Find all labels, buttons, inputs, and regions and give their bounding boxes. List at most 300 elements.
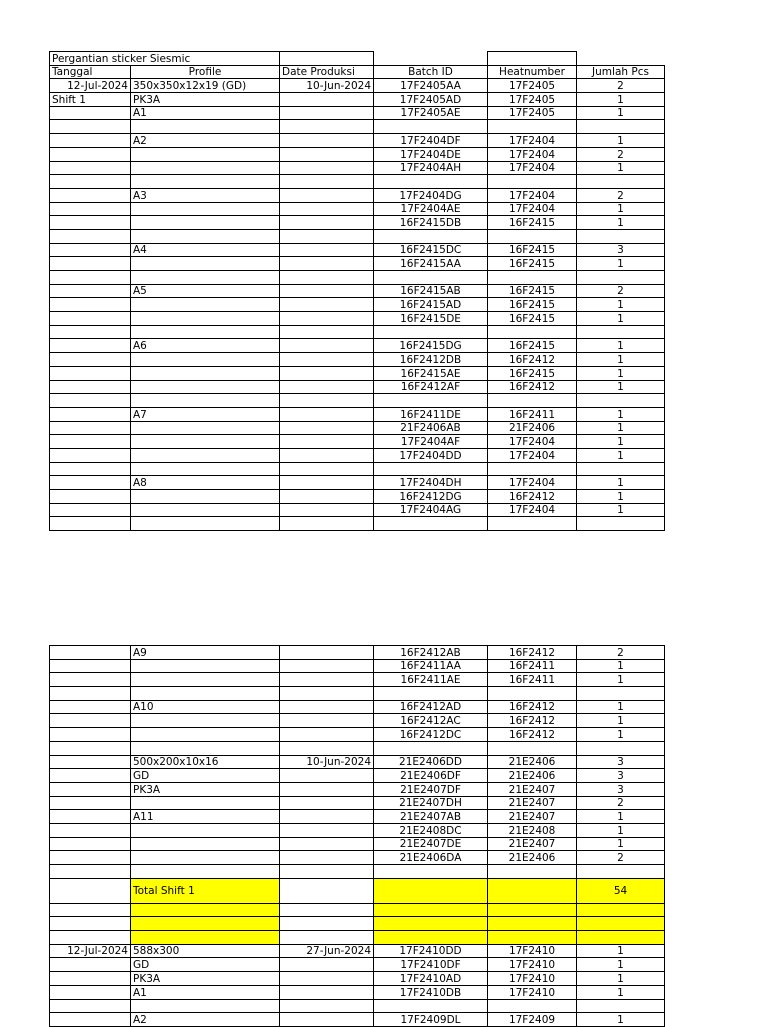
batch-id-cell[interactable] xyxy=(374,865,488,879)
jumlah-pcs-cell[interactable]: 1 xyxy=(577,448,665,462)
tanggal-cell[interactable] xyxy=(50,175,131,189)
date-produksi-cell[interactable] xyxy=(280,700,374,714)
heatnumber-cell[interactable]: 16F2412 xyxy=(488,380,577,394)
heatnumber-cell[interactable]: 16F2411 xyxy=(488,407,577,421)
tanggal-cell[interactable] xyxy=(50,202,131,216)
batch-id-cell[interactable]: 17F2410AD xyxy=(374,972,488,986)
header-jumlah-pcs[interactable]: Jumlah Pcs xyxy=(577,65,665,79)
cell[interactable] xyxy=(280,931,374,945)
jumlah-pcs-cell[interactable]: 1 xyxy=(577,659,665,673)
profile-cell[interactable] xyxy=(131,503,280,517)
batch-id-cell[interactable] xyxy=(374,394,488,408)
profile-cell[interactable]: A8 xyxy=(131,476,280,490)
jumlah-pcs-cell[interactable]: 1 xyxy=(577,972,665,986)
jumlah-pcs-cell[interactable]: 1 xyxy=(577,366,665,380)
batch-id-cell[interactable]: 17F2404DG xyxy=(374,188,488,202)
jumlah-pcs-cell[interactable]: 2 xyxy=(577,147,665,161)
jumlah-pcs-cell[interactable]: 1 xyxy=(577,339,665,353)
batch-id-cell[interactable]: 16F2415DE xyxy=(374,312,488,326)
jumlah-pcs-cell[interactable]: 1 xyxy=(577,823,665,837)
jumlah-pcs-cell[interactable]: 2 xyxy=(577,188,665,202)
tanggal-cell[interactable] xyxy=(50,755,131,769)
date-produksi-cell[interactable] xyxy=(280,339,374,353)
heatnumber-cell[interactable] xyxy=(488,175,577,189)
tanggal-cell[interactable] xyxy=(50,407,131,421)
jumlah-pcs-cell[interactable]: 1 xyxy=(577,944,665,958)
profile-cell[interactable] xyxy=(131,380,280,394)
tanggal-cell[interactable] xyxy=(50,490,131,504)
heatnumber-cell[interactable]: 16F2411 xyxy=(488,673,577,687)
heatnumber-cell[interactable] xyxy=(488,394,577,408)
heatnumber-cell[interactable]: 17F2404 xyxy=(488,134,577,148)
jumlah-pcs-cell[interactable]: 2 xyxy=(577,284,665,298)
date-produksi-cell[interactable] xyxy=(280,448,374,462)
tanggal-cell[interactable] xyxy=(50,741,131,755)
tanggal-cell[interactable] xyxy=(50,728,131,742)
tanggal-cell[interactable] xyxy=(50,782,131,796)
tanggal-cell[interactable] xyxy=(50,476,131,490)
jumlah-pcs-cell[interactable] xyxy=(577,175,665,189)
profile-cell[interactable] xyxy=(131,837,280,851)
batch-id-cell[interactable]: 17F2410DD xyxy=(374,944,488,958)
date-produksi-cell[interactable] xyxy=(280,972,374,986)
batch-id-cell[interactable]: 16F2412DG xyxy=(374,490,488,504)
heatnumber-cell[interactable]: 16F2415 xyxy=(488,312,577,326)
jumlah-pcs-cell[interactable] xyxy=(577,999,665,1013)
jumlah-pcs-cell[interactable] xyxy=(577,687,665,701)
tanggal-cell[interactable] xyxy=(50,503,131,517)
profile-cell[interactable] xyxy=(131,175,280,189)
heatnumber-cell[interactable]: 17F2405 xyxy=(488,106,577,120)
header-tanggal[interactable]: Tanggal xyxy=(50,65,131,79)
tanggal-cell[interactable] xyxy=(50,339,131,353)
profile-cell[interactable]: A5 xyxy=(131,284,280,298)
tanggal-cell[interactable] xyxy=(50,673,131,687)
profile-cell[interactable]: A2 xyxy=(131,134,280,148)
date-produksi-cell[interactable] xyxy=(280,985,374,999)
date-produksi-cell[interactable] xyxy=(280,284,374,298)
tanggal-cell[interactable] xyxy=(50,312,131,326)
profile-cell[interactable] xyxy=(131,435,280,449)
jumlah-pcs-cell[interactable]: 1 xyxy=(577,728,665,742)
jumlah-pcs-cell[interactable] xyxy=(577,394,665,408)
date-produksi-cell[interactable] xyxy=(280,810,374,824)
tanggal-cell[interactable] xyxy=(50,687,131,701)
date-produksi-cell[interactable] xyxy=(280,120,374,134)
date-produksi-cell[interactable] xyxy=(280,796,374,810)
date-produksi-cell[interactable] xyxy=(280,659,374,673)
heatnumber-cell[interactable]: 21E2406 xyxy=(488,851,577,865)
total-label[interactable]: Total Shift 1 xyxy=(131,878,280,903)
tanggal-cell[interactable] xyxy=(50,659,131,673)
header-batch-id[interactable]: Batch ID xyxy=(374,65,488,79)
date-produksi-cell[interactable] xyxy=(280,312,374,326)
tanggal-cell[interactable] xyxy=(50,958,131,972)
profile-cell[interactable] xyxy=(131,999,280,1013)
profile-cell[interactable] xyxy=(131,366,280,380)
jumlah-pcs-cell[interactable]: 1 xyxy=(577,93,665,107)
heatnumber-cell[interactable] xyxy=(488,325,577,339)
heatnumber-cell[interactable]: 17F2405 xyxy=(488,79,577,93)
profile-cell[interactable] xyxy=(131,741,280,755)
batch-id-cell[interactable] xyxy=(374,462,488,476)
date-produksi-cell[interactable] xyxy=(280,161,374,175)
jumlah-pcs-cell[interactable]: 1 xyxy=(577,257,665,271)
profile-cell[interactable] xyxy=(131,312,280,326)
cell[interactable] xyxy=(577,931,665,945)
profile-cell[interactable]: A4 xyxy=(131,243,280,257)
profile-cell[interactable] xyxy=(131,216,280,230)
batch-id-cell[interactable] xyxy=(374,175,488,189)
date-produksi-cell[interactable] xyxy=(280,257,374,271)
heatnumber-cell[interactable]: 16F2415 xyxy=(488,298,577,312)
batch-id-cell[interactable]: 16F2411DE xyxy=(374,407,488,421)
cell[interactable] xyxy=(577,917,665,931)
cell[interactable] xyxy=(374,878,488,903)
batch-id-cell[interactable]: 16F2412AC xyxy=(374,714,488,728)
batch-id-cell[interactable]: 16F2415AD xyxy=(374,298,488,312)
profile-cell[interactable]: A6 xyxy=(131,339,280,353)
profile-cell[interactable]: 588x300 xyxy=(131,944,280,958)
profile-cell[interactable]: A2 xyxy=(131,1013,280,1027)
profile-cell[interactable]: 500x200x10x16 xyxy=(131,755,280,769)
date-produksi-cell[interactable] xyxy=(280,394,374,408)
batch-id-cell[interactable]: 17F2410DB xyxy=(374,985,488,999)
profile-cell[interactable] xyxy=(131,161,280,175)
date-produksi-cell[interactable] xyxy=(280,1013,374,1027)
heatnumber-cell[interactable]: 17F2404 xyxy=(488,188,577,202)
date-produksi-cell[interactable] xyxy=(280,769,374,783)
batch-id-cell[interactable]: 17F2405AE xyxy=(374,106,488,120)
date-produksi-cell[interactable] xyxy=(280,714,374,728)
date-produksi-cell[interactable] xyxy=(280,837,374,851)
heatnumber-cell[interactable]: 16F2415 xyxy=(488,284,577,298)
jumlah-pcs-cell[interactable]: 1 xyxy=(577,312,665,326)
cell[interactable] xyxy=(280,903,374,917)
heatnumber-cell[interactable]: 17F2404 xyxy=(488,161,577,175)
heatnumber-cell[interactable]: 17F2409 xyxy=(488,1013,577,1027)
sheet-title[interactable]: Pergantian sticker Siesmic xyxy=(50,52,280,66)
heatnumber-cell[interactable]: 21E2408 xyxy=(488,823,577,837)
jumlah-pcs-cell[interactable]: 1 xyxy=(577,134,665,148)
profile-cell[interactable] xyxy=(131,353,280,367)
profile-cell[interactable] xyxy=(131,298,280,312)
date-produksi-cell[interactable] xyxy=(280,476,374,490)
jumlah-pcs-cell[interactable]: 1 xyxy=(577,298,665,312)
tanggal-cell[interactable] xyxy=(50,462,131,476)
jumlah-pcs-cell[interactable]: 1 xyxy=(577,837,665,851)
heatnumber-cell[interactable]: 16F2412 xyxy=(488,646,577,660)
batch-id-cell[interactable]: 17F2405AA xyxy=(374,79,488,93)
batch-id-cell[interactable]: 16F2415AE xyxy=(374,366,488,380)
date-produksi-cell[interactable] xyxy=(280,823,374,837)
jumlah-pcs-cell[interactable]: 1 xyxy=(577,161,665,175)
date-produksi-cell[interactable] xyxy=(280,229,374,243)
profile-cell[interactable]: A3 xyxy=(131,188,280,202)
batch-id-cell[interactable]: 17F2404AF xyxy=(374,435,488,449)
date-produksi-cell[interactable] xyxy=(280,106,374,120)
date-produksi-cell[interactable] xyxy=(280,366,374,380)
header-date-produksi[interactable]: Date Produksi xyxy=(280,65,374,79)
tanggal-cell[interactable] xyxy=(50,257,131,271)
profile-cell[interactable] xyxy=(131,229,280,243)
profile-cell[interactable] xyxy=(131,257,280,271)
heatnumber-cell[interactable]: 16F2412 xyxy=(488,700,577,714)
tanggal-cell[interactable] xyxy=(50,700,131,714)
heatnumber-cell[interactable]: 16F2415 xyxy=(488,216,577,230)
heatnumber-cell[interactable]: 21E2407 xyxy=(488,796,577,810)
tanggal-cell[interactable]: 12-Jul-2024 xyxy=(50,944,131,958)
heatnumber-cell[interactable]: 16F2415 xyxy=(488,257,577,271)
jumlah-pcs-cell[interactable]: 2 xyxy=(577,646,665,660)
batch-id-cell[interactable]: 21E2407DE xyxy=(374,837,488,851)
cell[interactable] xyxy=(374,903,488,917)
tanggal-cell[interactable] xyxy=(50,823,131,837)
batch-id-cell[interactable]: 17F2404AE xyxy=(374,202,488,216)
batch-id-cell[interactable] xyxy=(374,229,488,243)
heatnumber-cell[interactable]: 17F2405 xyxy=(488,93,577,107)
profile-cell[interactable] xyxy=(131,448,280,462)
jumlah-pcs-cell[interactable]: 1 xyxy=(577,985,665,999)
date-produksi-cell[interactable] xyxy=(280,93,374,107)
tanggal-cell[interactable] xyxy=(50,271,131,285)
date-produksi-cell[interactable] xyxy=(280,175,374,189)
cell[interactable] xyxy=(488,917,577,931)
jumlah-pcs-cell[interactable]: 1 xyxy=(577,476,665,490)
date-produksi-cell[interactable] xyxy=(280,646,374,660)
heatnumber-cell[interactable]: 17F2410 xyxy=(488,958,577,972)
heatnumber-cell[interactable]: 17F2404 xyxy=(488,435,577,449)
header-heatnumber[interactable]: Heatnumber xyxy=(488,65,577,79)
batch-id-cell[interactable] xyxy=(374,325,488,339)
cell[interactable] xyxy=(50,878,131,903)
tanggal-cell[interactable] xyxy=(50,284,131,298)
batch-id-cell[interactable] xyxy=(374,999,488,1013)
tanggal-cell[interactable] xyxy=(50,229,131,243)
profile-cell[interactable]: GD xyxy=(131,958,280,972)
batch-id-cell[interactable]: 21E2406DF xyxy=(374,769,488,783)
tanggal-cell[interactable] xyxy=(50,120,131,134)
cell[interactable] xyxy=(374,931,488,945)
profile-cell[interactable] xyxy=(131,851,280,865)
batch-id-cell[interactable] xyxy=(374,120,488,134)
batch-id-cell[interactable]: 16F2412DC xyxy=(374,728,488,742)
cell[interactable] xyxy=(280,917,374,931)
date-produksi-cell[interactable]: 27-Jun-2024 xyxy=(280,944,374,958)
jumlah-pcs-cell[interactable]: 1 xyxy=(577,810,665,824)
date-produksi-cell[interactable] xyxy=(280,407,374,421)
date-produksi-cell[interactable] xyxy=(280,851,374,865)
date-produksi-cell[interactable] xyxy=(280,134,374,148)
date-produksi-cell[interactable] xyxy=(280,958,374,972)
total-value[interactable]: 54 xyxy=(577,878,665,903)
jumlah-pcs-cell[interactable] xyxy=(577,517,665,531)
date-produksi-cell[interactable] xyxy=(280,298,374,312)
batch-id-cell[interactable]: 17F2404DD xyxy=(374,448,488,462)
date-produksi-cell[interactable] xyxy=(280,380,374,394)
profile-cell[interactable] xyxy=(131,462,280,476)
profile-cell[interactable]: 350x350x12x19 (GD) xyxy=(131,79,280,93)
cell[interactable] xyxy=(131,917,280,931)
jumlah-pcs-cell[interactable] xyxy=(577,229,665,243)
date-produksi-cell[interactable] xyxy=(280,147,374,161)
date-produksi-cell[interactable] xyxy=(280,865,374,879)
tanggal-cell[interactable] xyxy=(50,353,131,367)
date-produksi-cell[interactable] xyxy=(280,202,374,216)
heatnumber-cell[interactable]: 16F2415 xyxy=(488,366,577,380)
heatnumber-cell[interactable] xyxy=(488,865,577,879)
batch-id-cell[interactable]: 16F2411AE xyxy=(374,673,488,687)
heatnumber-cell[interactable]: 17F2404 xyxy=(488,476,577,490)
date-produksi-cell[interactable] xyxy=(280,325,374,339)
date-produksi-cell[interactable] xyxy=(280,728,374,742)
jumlah-pcs-cell[interactable]: 1 xyxy=(577,673,665,687)
jumlah-pcs-cell[interactable]: 1 xyxy=(577,106,665,120)
batch-id-cell[interactable] xyxy=(374,271,488,285)
tanggal-cell[interactable] xyxy=(50,769,131,783)
tanggal-cell[interactable] xyxy=(50,298,131,312)
tanggal-cell[interactable] xyxy=(50,810,131,824)
tanggal-cell[interactable] xyxy=(50,421,131,435)
cell[interactable] xyxy=(488,931,577,945)
batch-id-cell[interactable]: 16F2415DG xyxy=(374,339,488,353)
profile-cell[interactable]: PK3A xyxy=(131,782,280,796)
tanggal-cell[interactable] xyxy=(50,366,131,380)
date-produksi-cell[interactable] xyxy=(280,517,374,531)
heatnumber-cell[interactable] xyxy=(488,741,577,755)
batch-id-cell[interactable]: 16F2412AD xyxy=(374,700,488,714)
profile-cell[interactable] xyxy=(131,673,280,687)
batch-id-cell[interactable]: 17F2410DF xyxy=(374,958,488,972)
tanggal-cell[interactable] xyxy=(50,134,131,148)
profile-cell[interactable]: A1 xyxy=(131,985,280,999)
jumlah-pcs-cell[interactable]: 3 xyxy=(577,755,665,769)
jumlah-pcs-cell[interactable]: 3 xyxy=(577,243,665,257)
heatnumber-cell[interactable]: 21E2406 xyxy=(488,769,577,783)
profile-cell[interactable] xyxy=(131,325,280,339)
batch-id-cell[interactable]: 16F2412DB xyxy=(374,353,488,367)
cell[interactable] xyxy=(131,931,280,945)
batch-id-cell[interactable]: 16F2412AF xyxy=(374,380,488,394)
batch-id-cell[interactable]: 17F2404AG xyxy=(374,503,488,517)
heatnumber-cell[interactable] xyxy=(488,687,577,701)
heatnumber-cell[interactable] xyxy=(488,120,577,134)
heatnumber-cell[interactable]: 21E2407 xyxy=(488,782,577,796)
date-produksi-cell[interactable]: 10-Jun-2024 xyxy=(280,755,374,769)
jumlah-pcs-cell[interactable] xyxy=(577,865,665,879)
profile-cell[interactable]: PK3A xyxy=(131,93,280,107)
cell[interactable] xyxy=(488,52,577,66)
profile-cell[interactable]: A1 xyxy=(131,106,280,120)
jumlah-pcs-cell[interactable]: 1 xyxy=(577,380,665,394)
jumlah-pcs-cell[interactable] xyxy=(577,120,665,134)
batch-id-cell[interactable]: 21E2407AB xyxy=(374,810,488,824)
date-produksi-cell[interactable] xyxy=(280,353,374,367)
tanggal-cell[interactable] xyxy=(50,380,131,394)
heatnumber-cell[interactable]: 17F2404 xyxy=(488,503,577,517)
jumlah-pcs-cell[interactable]: 3 xyxy=(577,782,665,796)
cell[interactable] xyxy=(374,917,488,931)
tanggal-cell[interactable] xyxy=(50,517,131,531)
profile-cell[interactable] xyxy=(131,865,280,879)
tanggal-cell[interactable] xyxy=(50,999,131,1013)
tanggal-cell[interactable] xyxy=(50,243,131,257)
cell[interactable] xyxy=(50,903,131,917)
heatnumber-cell[interactable]: 17F2404 xyxy=(488,202,577,216)
date-produksi-cell[interactable] xyxy=(280,999,374,1013)
batch-id-cell[interactable] xyxy=(374,741,488,755)
jumlah-pcs-cell[interactable] xyxy=(577,462,665,476)
jumlah-pcs-cell[interactable]: 1 xyxy=(577,216,665,230)
jumlah-pcs-cell[interactable]: 1 xyxy=(577,353,665,367)
profile-cell[interactable]: A10 xyxy=(131,700,280,714)
date-produksi-cell[interactable] xyxy=(280,782,374,796)
jumlah-pcs-cell[interactable] xyxy=(577,741,665,755)
date-produksi-cell[interactable] xyxy=(280,490,374,504)
tanggal-cell[interactable] xyxy=(50,1013,131,1027)
cell[interactable] xyxy=(280,878,374,903)
cell[interactable] xyxy=(131,903,280,917)
cell[interactable] xyxy=(488,903,577,917)
batch-id-cell[interactable]: 16F2415DB xyxy=(374,216,488,230)
profile-cell[interactable] xyxy=(131,823,280,837)
profile-cell[interactable]: A9 xyxy=(131,646,280,660)
tanggal-cell[interactable]: 12-Jul-2024 xyxy=(50,79,131,93)
tanggal-cell[interactable] xyxy=(50,851,131,865)
batch-id-cell[interactable]: 16F2411AA xyxy=(374,659,488,673)
batch-id-cell[interactable]: 17F2405AD xyxy=(374,93,488,107)
profile-cell[interactable]: PK3A xyxy=(131,972,280,986)
batch-id-cell[interactable]: 21E2407DF xyxy=(374,782,488,796)
jumlah-pcs-cell[interactable]: 1 xyxy=(577,435,665,449)
batch-id-cell[interactable]: 21E2406DA xyxy=(374,851,488,865)
profile-cell[interactable]: A11 xyxy=(131,810,280,824)
profile-cell[interactable] xyxy=(131,796,280,810)
heatnumber-cell[interactable]: 21E2407 xyxy=(488,810,577,824)
batch-id-cell[interactable]: 16F2415AB xyxy=(374,284,488,298)
tanggal-cell[interactable] xyxy=(50,435,131,449)
heatnumber-cell[interactable]: 17F2404 xyxy=(488,448,577,462)
batch-id-cell[interactable]: 17F2404AH xyxy=(374,161,488,175)
tanggal-cell[interactable] xyxy=(50,448,131,462)
profile-cell[interactable]: GD xyxy=(131,769,280,783)
batch-id-cell[interactable]: 17F2404DE xyxy=(374,147,488,161)
cell[interactable] xyxy=(50,931,131,945)
tanggal-cell[interactable] xyxy=(50,796,131,810)
date-produksi-cell[interactable] xyxy=(280,216,374,230)
date-produksi-cell[interactable] xyxy=(280,462,374,476)
jumlah-pcs-cell[interactable] xyxy=(577,271,665,285)
profile-cell[interactable] xyxy=(131,202,280,216)
batch-id-cell[interactable]: 17F2409DL xyxy=(374,1013,488,1027)
profile-cell[interactable] xyxy=(131,687,280,701)
heatnumber-cell[interactable]: 21E2407 xyxy=(488,837,577,851)
batch-id-cell[interactable]: 17F2404DF xyxy=(374,134,488,148)
date-produksi-cell[interactable] xyxy=(280,188,374,202)
tanggal-cell[interactable] xyxy=(50,216,131,230)
tanggal-cell[interactable] xyxy=(50,714,131,728)
profile-cell[interactable] xyxy=(131,490,280,504)
profile-cell[interactable] xyxy=(131,394,280,408)
date-produksi-cell[interactable] xyxy=(280,271,374,285)
batch-id-cell[interactable]: 16F2415AA xyxy=(374,257,488,271)
profile-cell[interactable]: A7 xyxy=(131,407,280,421)
heatnumber-cell[interactable]: 16F2411 xyxy=(488,659,577,673)
profile-cell[interactable] xyxy=(131,120,280,134)
heatnumber-cell[interactable]: 17F2404 xyxy=(488,147,577,161)
jumlah-pcs-cell[interactable]: 1 xyxy=(577,421,665,435)
cell[interactable] xyxy=(488,878,577,903)
